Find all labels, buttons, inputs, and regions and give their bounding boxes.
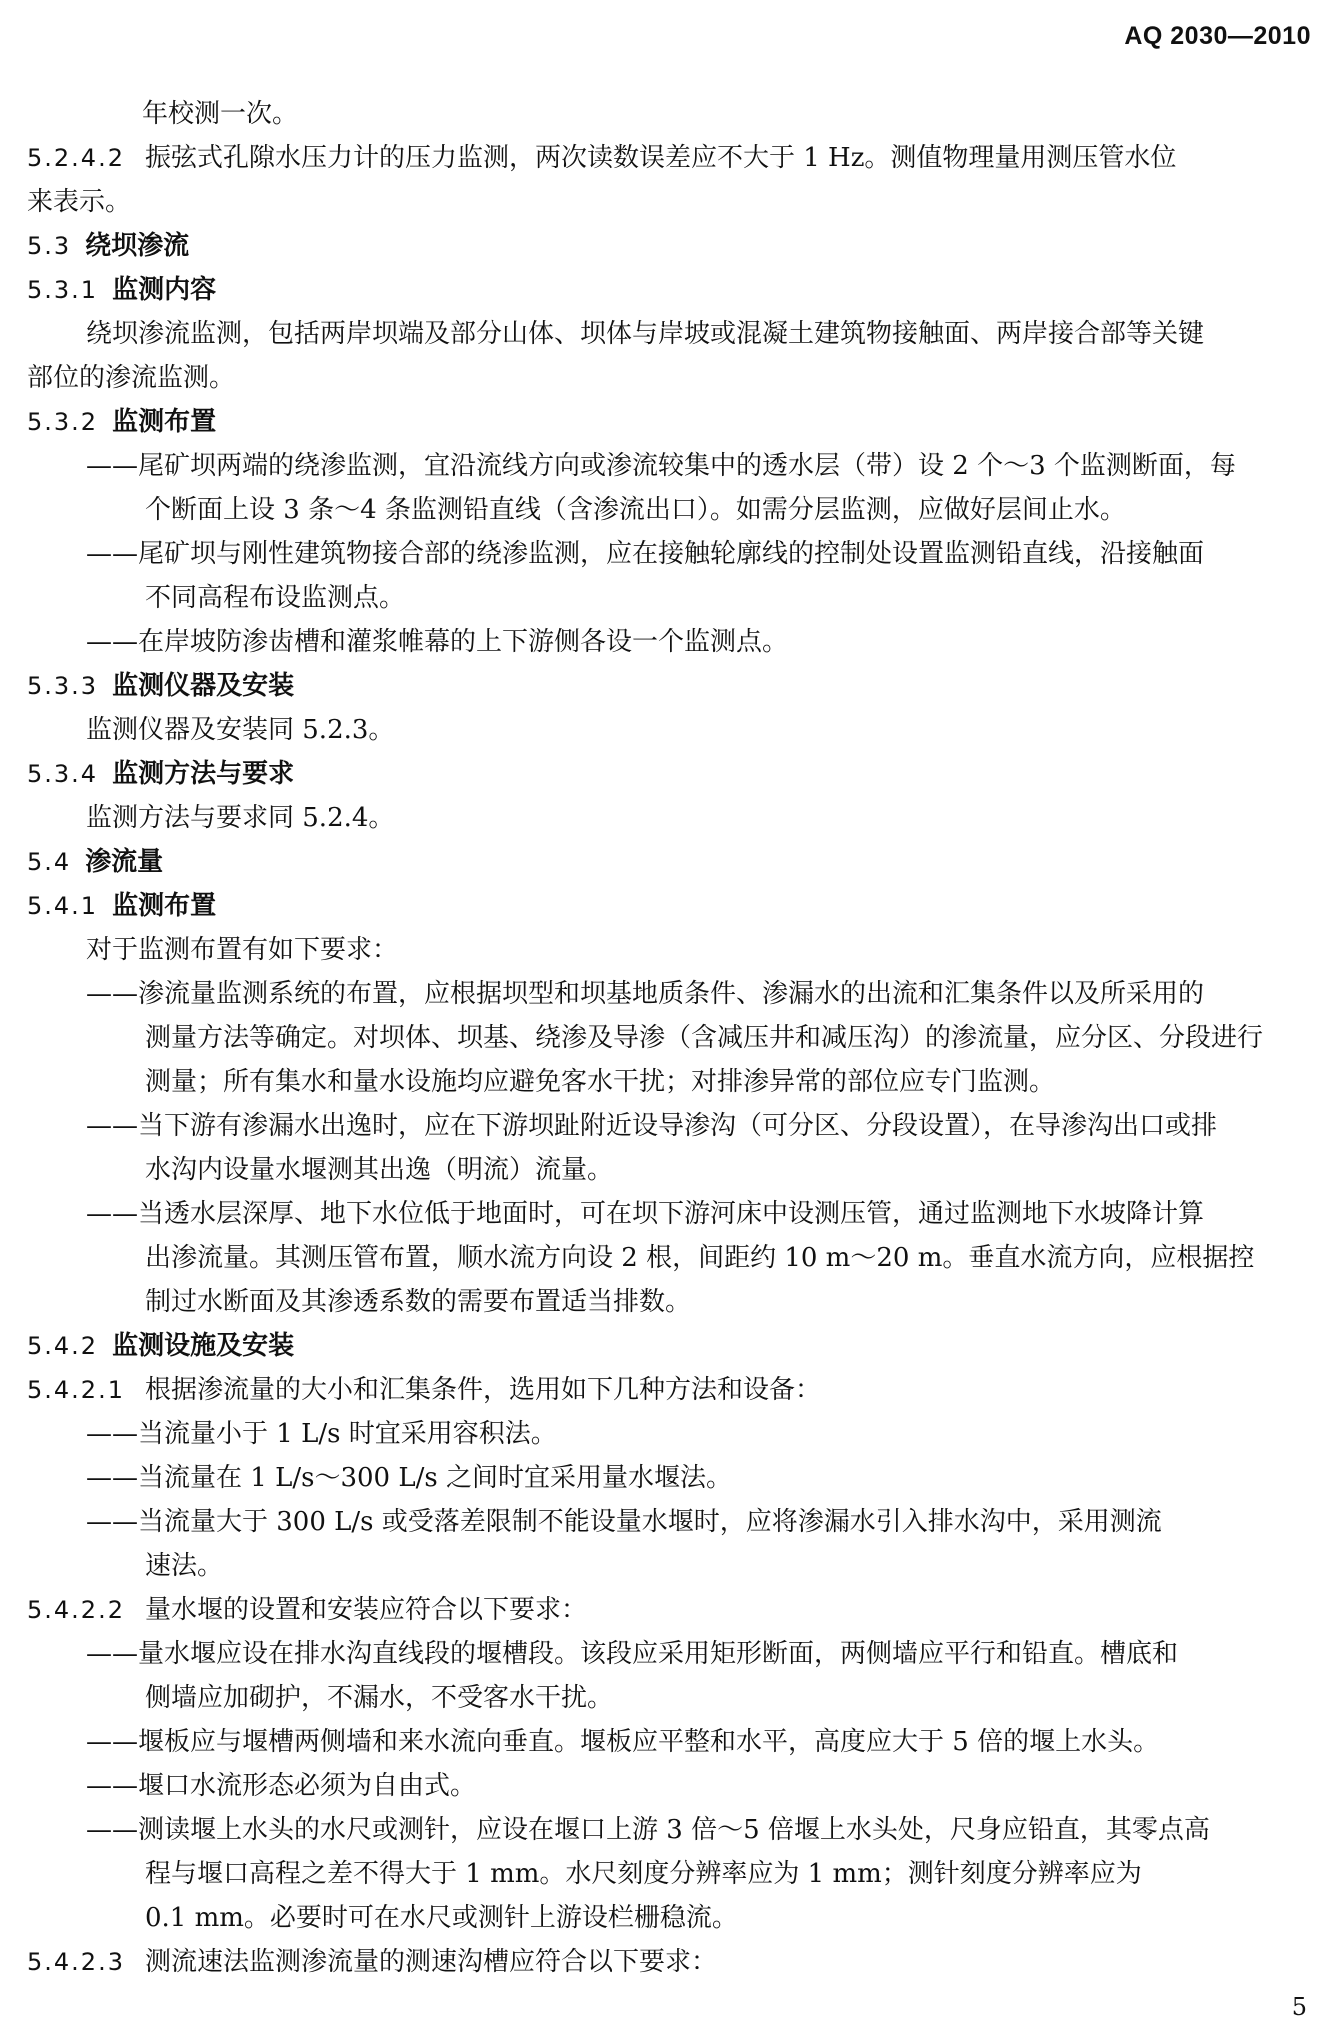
list-item-continuation [27,1852,1310,1896]
line-text: 出渗流量。其测压管布置，顺水流方向设 2 根，间距约 10 m～20 m。垂直水流方向，应根据控 [145,1243,1255,1273]
line-text: ——当透水层深厚、地下水位低于地面时，可在坝下游河床中设测压管，通过监测地下水坡降计算 [86,1199,1205,1229]
section-heading [27,664,1310,708]
line-text: 对于监测布置有如下要求： [86,935,399,965]
line-text: 测量；所有集水和量水设施均应避免客水干扰；对排渗异常的部位应专门监测。 [145,1067,1056,1097]
line-text: ——堰口水流形态必须为自由式。 [86,1771,477,1801]
clause-number: 5.4.2.3 [27,1948,125,1976]
clause-number: 5.4.2.2 [27,1596,125,1624]
line-text: ——测读堰上水头的水尺或测针，应设在堰口上游 3 倍～5 倍堰上水头处，尺身应铅直，其零点高 [86,1815,1210,1845]
line-text: 部位的渗流监测。 [27,363,236,393]
list-item [27,1632,1310,1676]
list-item-continuation [27,576,1310,620]
heading-title: 监测内容 [112,275,217,305]
line-text: ——当下游有渗漏水出逸时，应在下游坝趾附近设导渗沟（可分区、分段设置），在导渗沟出口或排 [86,1111,1218,1141]
list-item-continuation [27,1236,1310,1280]
numbered-clause [27,136,1310,180]
page-number: 5 [1291,1993,1307,2021]
line-text: 不同高程布设监测点。 [145,583,406,613]
list-item [27,1500,1310,1544]
line-text: ——当流量在 1 L/s～300 L/s 之间时宜采用量水堰法。 [86,1463,732,1493]
line-text: 绕坝渗流监测，包括两岸坝端及部分山体、坝体与岸坡或混凝土建筑物接触面、两岸接合部等关键 [86,319,1205,349]
list-item-continuation [27,1676,1310,1720]
section-heading [27,400,1310,444]
list-item [27,1412,1310,1456]
clause-number: 5.2.4.2 [27,144,125,172]
list-item [27,444,1310,488]
line-text: ——尾矿坝两端的绕渗监测，宜沿流线方向或渗流较集中的透水层（带）设 2 个～3 个监测断面，每 [86,451,1236,481]
clause-number: 5.3.3 [27,672,99,700]
line-text: 监测方法与要求同 5.2.4。 [86,803,395,833]
heading-title: 监测布置 [112,891,217,921]
list-item [27,1104,1310,1148]
standard-code: AQ 2030—2010 [1124,22,1311,50]
line-text: 0.1 mm。必要时可在水尺或测针上游设栏栅稳流。 [145,1903,738,1933]
list-item [27,972,1310,1016]
paragraph-line [27,928,1310,972]
line-text: 年校测一次。 [142,99,299,129]
paragraph-line [27,796,1310,840]
numbered-clause [27,1368,1310,1412]
text-line [27,92,1310,136]
line-text: ——渗流量监测系统的布置，应根据坝型和坝基地质条件、渗漏水的出流和汇集条件以及所采用的 [86,979,1205,1009]
section-heading [27,884,1310,928]
clause-text: 根据渗流量的大小和汇集条件，选用如下几种方法和设备： [144,1375,821,1405]
line-text: 水沟内设量水堰测其出逸（明流）流量。 [145,1155,614,1185]
heading-title: 监测仪器及安装 [112,671,295,701]
line-text: ——量水堰应设在排水沟直线段的堰槽段。该段应采用矩形断面，两侧墙应平行和铅直。槽底和 [86,1639,1179,1669]
list-item-continuation [27,1148,1310,1192]
section-heading [27,268,1310,312]
line-text: 速法。 [145,1551,224,1581]
line-text: ——尾矿坝与刚性建筑物接合部的绕渗监测，应在接触轮廓线的控制处设置监测铅直线，沿接触面 [86,539,1205,569]
list-item-continuation [27,1060,1310,1104]
clause-number: 5.4.2.1 [27,1376,125,1404]
document-body [27,92,1310,1984]
line-text: ——堰板应与堰槽两侧墙和来水流向垂直。堰板应平整和水平，高度应大于 5 倍的堰上水头。 [86,1727,1160,1757]
clause-number: 5.4 [27,848,72,876]
list-item [27,1764,1310,1808]
list-item-continuation [27,488,1310,532]
list-item-continuation [27,1016,1310,1060]
text-line [27,356,1310,400]
section-heading [27,224,1310,268]
list-item [27,532,1310,576]
section-heading [27,752,1310,796]
clause-number: 5.3 [27,232,72,260]
line-text: 来表示。 [27,187,132,217]
numbered-clause [27,1940,1310,1984]
line-text: ——当流量小于 1 L/s 时宜采用容积法。 [86,1419,557,1449]
list-item-continuation [27,1280,1310,1324]
clause-number: 5.3.1 [27,276,99,304]
clause-number: 5.4.1 [27,892,99,920]
section-heading [27,1324,1310,1368]
line-text: ——在岸坡防渗齿槽和灌浆帷幕的上下游侧各设一个监测点。 [86,627,789,657]
line-text: 个断面上设 3 条～4 条监测铅直线（含渗流出口）。如需分层监测，应做好层间止水。 [145,495,1126,525]
heading-title: 监测设施及安装 [112,1331,295,1361]
list-item-continuation [27,1896,1310,1940]
numbered-clause [27,1588,1310,1632]
clause-text: 测流速法监测渗流量的测速沟槽应符合以下要求： [144,1947,717,1977]
line-text: ——当流量大于 300 L/s 或受落差限制不能设量水堰时，应将渗漏水引入排水沟中，采用测流 [86,1507,1162,1537]
list-item-continuation [27,1544,1310,1588]
clause-number: 5.4.2 [27,1332,99,1360]
clause-number: 5.3.2 [27,408,99,436]
heading-title: 监测方法与要求 [112,759,295,789]
clause-number: 5.3.4 [27,760,99,788]
line-text: 侧墙应加砌护，不漏水，不受客水干扰。 [145,1683,614,1713]
line-text: 监测仪器及安装同 5.2.3。 [86,715,395,745]
list-item [27,1192,1310,1236]
list-item [27,620,1310,664]
list-item [27,1808,1310,1852]
heading-title: 绕坝渗流 [85,231,190,261]
heading-title: 渗流量 [85,847,164,877]
line-text: 测量方法等确定。对坝体、坝基、绕渗及导渗（含减压井和减压沟）的渗流量，应分区、分段进行 [145,1023,1264,1053]
line-text: 程与堰口高程之差不得大于 1 mm。水尺刻度分辨率应为 1 mm；测针刻度分辨率应为 [145,1859,1142,1889]
text-line [27,180,1310,224]
paragraph-line [27,312,1310,356]
clause-text: 振弦式孔隙水压力计的压力监测，两次读数误差应不大于 1 Hz。测值物理量用测压管水位 [144,143,1177,173]
line-text: 制过水断面及其渗透系数的需要布置适当排数。 [145,1287,692,1317]
paragraph-line [27,708,1310,752]
section-heading [27,840,1310,884]
clause-text: 量水堰的设置和安装应符合以下要求： [144,1595,587,1625]
list-item [27,1456,1310,1500]
list-item [27,1720,1310,1764]
heading-title: 监测布置 [112,407,217,437]
